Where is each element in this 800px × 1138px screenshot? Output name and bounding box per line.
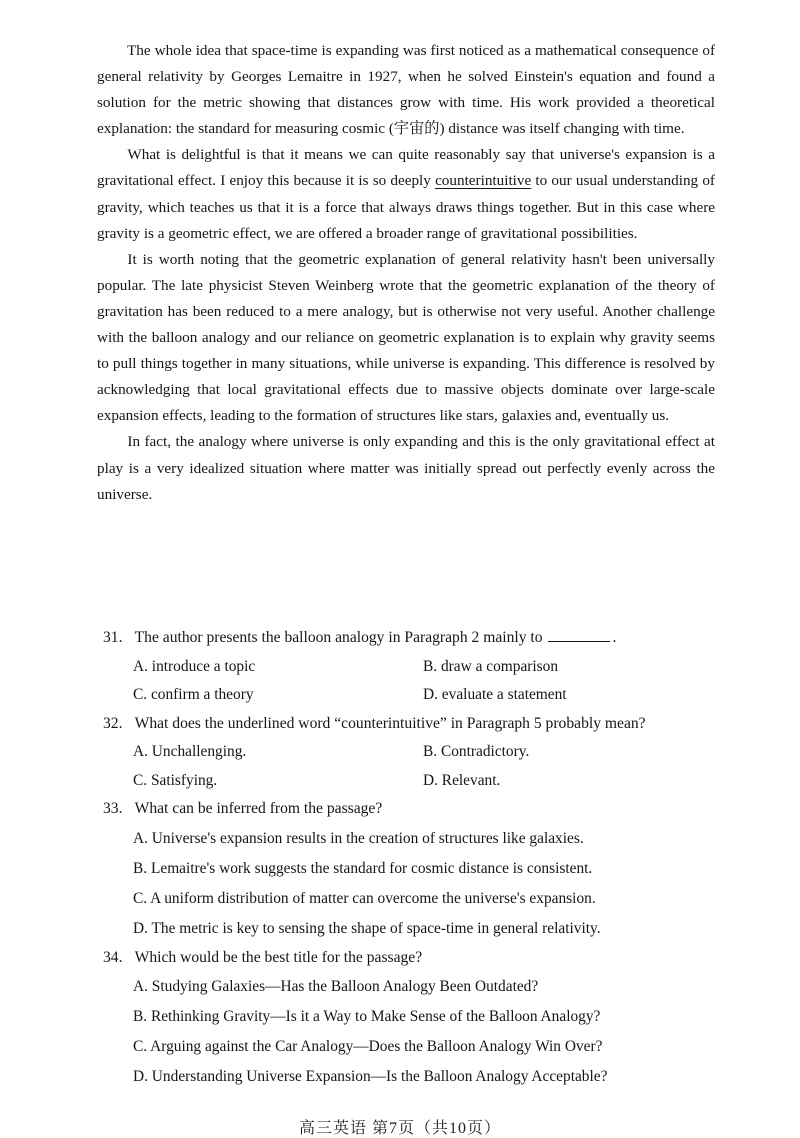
option-c: C. A uniform distribution of matter can overcome the universe's expansion. bbox=[133, 889, 596, 907]
option-c: C. Satisfying. bbox=[133, 771, 218, 789]
question-number: 33. bbox=[103, 800, 123, 817]
question-34-options bbox=[103, 972, 723, 1092]
option-c: C. confirm a theory bbox=[133, 686, 254, 703]
paragraph-2-before: What is delightful is that it means we can quite reasonably say that universe's expansion is a gravitational effect. I enjoy this because it is so deeply bbox=[97, 146, 715, 190]
paragraph-3: It is worth noting that the geometric explanation of general relativity hasn't been universally popular. The late physicist Steven Weinberg wrote that the geometric explanation of the theory of gravitation has been reduced to a mere analogy, but is otherwise not very useful. Another challenge with the balloon analogy and our reliance on geometric explanation is to explain why gravity seems to pull things together in many situations, while universe is expanding. This difference is resolved by acknowledging that local gravitational effects due to massive objects dominate over large-scale expansion effects, leading to the formation of structures like stars, galaxies and, eventually us. bbox=[97, 250, 715, 425]
question-stem: The author presents the balloon analogy in Paragraph 2 mainly to bbox=[134, 629, 543, 646]
option-d: D. Relevant. bbox=[423, 771, 501, 789]
option-a: A. Unchallenging. bbox=[133, 743, 247, 760]
option-a: A. Studying Galaxies—Has the Balloon Analogy Been Outdated? bbox=[133, 978, 539, 995]
paragraph-1: The whole idea that space-time is expanding was first noticed as a mathematical consequence of general relativity by Georges Lemaitre in 1927, when he solved Einstein's equation and found a solution for the metric showing that distances grow with time. His work provided a theoretical explanation: the standard for measuring cosmic (宇宙的) distance was itself changing with time. bbox=[97, 42, 715, 138]
stem-end: . bbox=[612, 629, 617, 646]
paragraph-2 bbox=[97, 142, 715, 246]
option-b: B. Contradictory. bbox=[423, 743, 530, 760]
question-31 bbox=[103, 624, 723, 653]
option-c: C. Arguing against the Car Analogy—Does the Balloon Analogy Win Over? bbox=[133, 1038, 603, 1055]
question-32-options bbox=[103, 738, 723, 795]
paragraph-2-after: to our usual understanding of gravity, which teaches us that it is a force that always draws things together. But in this case where gravity is a geometric effect, we are offered a broader range of gravitational possibilities. bbox=[97, 172, 715, 242]
question-stem: What can be inferred from the passage? bbox=[134, 800, 383, 817]
question-32 bbox=[103, 710, 723, 739]
paragraph-4: In fact, the analogy where universe is only expanding and this is the only gravitational effect at play is a very idealized situation where matter was initially spread out perfectly evenly across the universe. bbox=[97, 433, 715, 503]
option-b: B. Rethinking Gravity—Is it a Way to Make Sense of the Balloon Analogy? bbox=[133, 1008, 601, 1025]
question-31-options bbox=[103, 653, 723, 710]
question-33 bbox=[103, 795, 723, 824]
question-number: 31. bbox=[103, 629, 123, 646]
question-stem: What does the underlined word “counterintuitive” in Paragraph 5 probably mean? bbox=[134, 714, 646, 732]
option-d: D. evaluate a statement bbox=[423, 686, 567, 703]
option-d: D. Understanding Universe Expansion—Is the Balloon Analogy Acceptable? bbox=[133, 1068, 608, 1085]
option-b: B. draw a comparison bbox=[423, 657, 559, 675]
reading-passage bbox=[97, 38, 715, 508]
option-a: A. Universe's expansion results in the creation of structures like galaxies. bbox=[133, 829, 584, 847]
page-footer: 高三英语 第7页（共10页） bbox=[298, 1120, 501, 1137]
question-34 bbox=[103, 944, 723, 973]
question-33-options bbox=[103, 824, 723, 944]
question-number: 32. bbox=[103, 714, 123, 732]
option-a: A. introduce a topic bbox=[133, 657, 256, 675]
underlined-word: counterintuitive bbox=[435, 172, 532, 190]
question-number: 34. bbox=[103, 948, 123, 966]
option-d: D. The metric is key to sensing the shape of space-time in general relativity. bbox=[133, 919, 601, 937]
question-list bbox=[103, 624, 723, 1092]
option-b: B. Lemaitre's work suggests the standard for cosmic distance is consistent. bbox=[133, 859, 593, 877]
answer-blank bbox=[548, 629, 610, 642]
question-stem: Which would be the best title for the passage? bbox=[134, 948, 423, 966]
